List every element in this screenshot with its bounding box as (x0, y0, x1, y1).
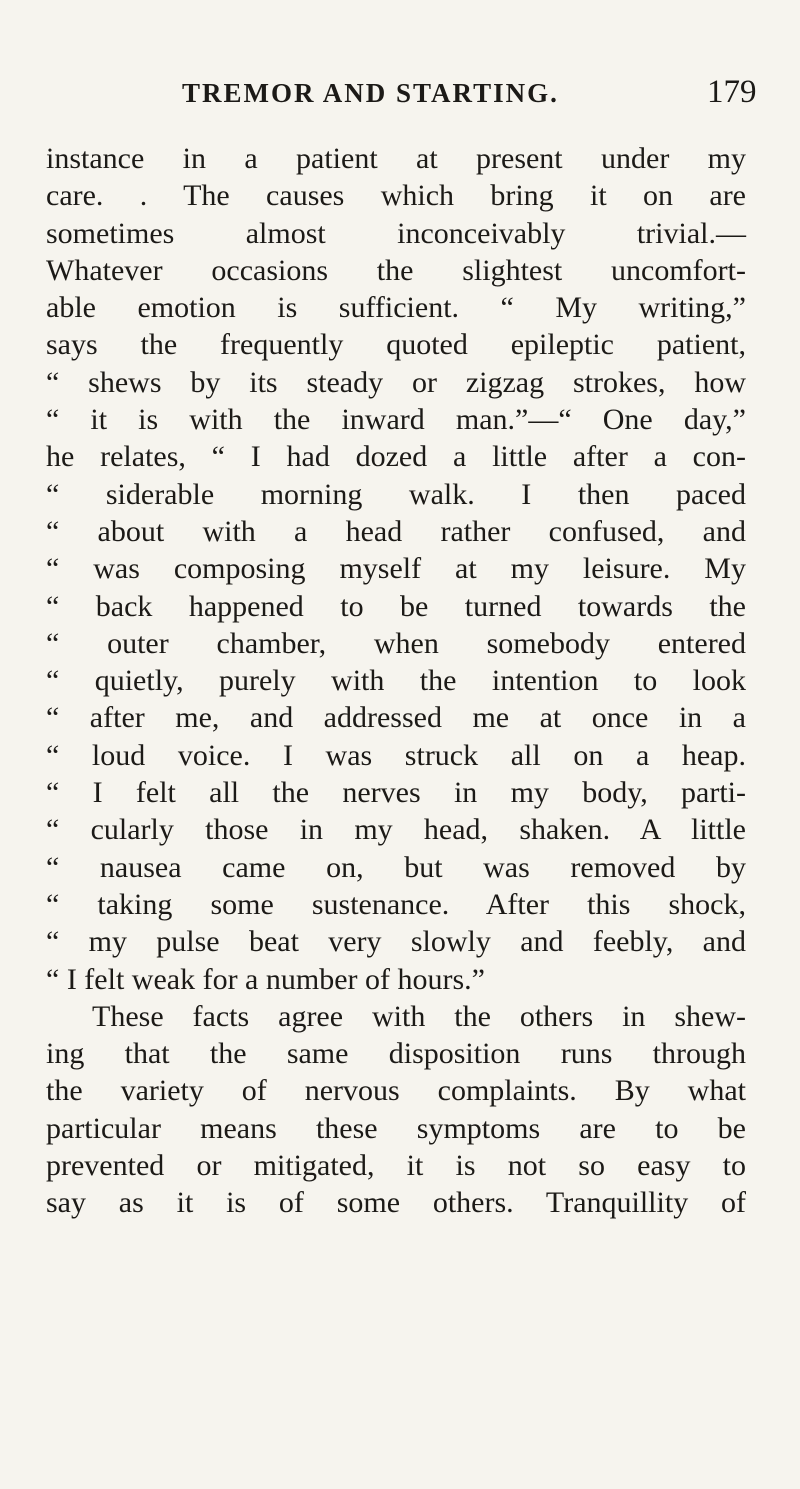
running-head (0, 74, 800, 118)
text-line: care. . The causes which bring it on are (46, 179, 746, 213)
text-line: the variety of nervous complaints. By what (46, 1074, 746, 1108)
text-line: “ shews by its steady or zigzag strokes, how (46, 365, 746, 399)
text-line: “ after me, and addressed me at once in a (46, 701, 746, 735)
text-line: “ siderable morning walk. I then paced (46, 477, 746, 511)
text-line: “ back happened to be turned towards the (46, 589, 746, 623)
text-line: “ nausea came on, but was removed by (46, 850, 746, 884)
text-line: These facts agree with the others in shew- (92, 999, 746, 1033)
text-line: instance in a patient at present under my (46, 142, 746, 175)
text-line: particular means these symptoms are to be (46, 1111, 746, 1145)
text-line: “ taking some sustenance. After this shock, (46, 887, 746, 921)
text-line: Whatever occasions the slightest uncomfort- (46, 253, 746, 287)
text-line: able emotion is sufficient. “ My writing,” (46, 291, 746, 325)
text-line: “ was composing myself at my leisure. My (46, 552, 746, 586)
text-line: “ I felt all the nerves in my body, parti- (46, 776, 746, 810)
text-line: “ my pulse beat very slowly and feebly, and (46, 925, 746, 959)
body-text (46, 140, 746, 1222)
text-line: prevented or mitigated, it is not so easy to (46, 1149, 746, 1183)
text-line: “ it is with the inward man.”—“ One day,” (46, 403, 746, 437)
text-line: “ I felt weak for a number of hours.” (46, 962, 485, 996)
text-line: “ about with a head rather confused, and (46, 514, 746, 548)
text-line: says the frequently quoted epileptic patient, (46, 328, 746, 362)
text-line: sometimes almost inconceivably trivial.— (46, 216, 746, 250)
text-line: say as it is of some others. Tranquillity of (46, 1186, 746, 1220)
text-line: “ quietly, purely with the intention to look (46, 664, 746, 698)
text-line: ing that the same disposition runs through (46, 1037, 746, 1071)
text-line: he relates, “ I had dozed a little after a con- (46, 440, 746, 474)
page-number: 179 (707, 74, 757, 110)
text-line: “ loud voice. I was struck all on a heap. (46, 738, 746, 772)
running-title: TREMOR AND STARTING. (182, 78, 559, 108)
text-line: “ cularly those in my head, shaken. A little (46, 813, 746, 847)
text-line: “ outer chamber, when somebody entered (46, 626, 746, 660)
